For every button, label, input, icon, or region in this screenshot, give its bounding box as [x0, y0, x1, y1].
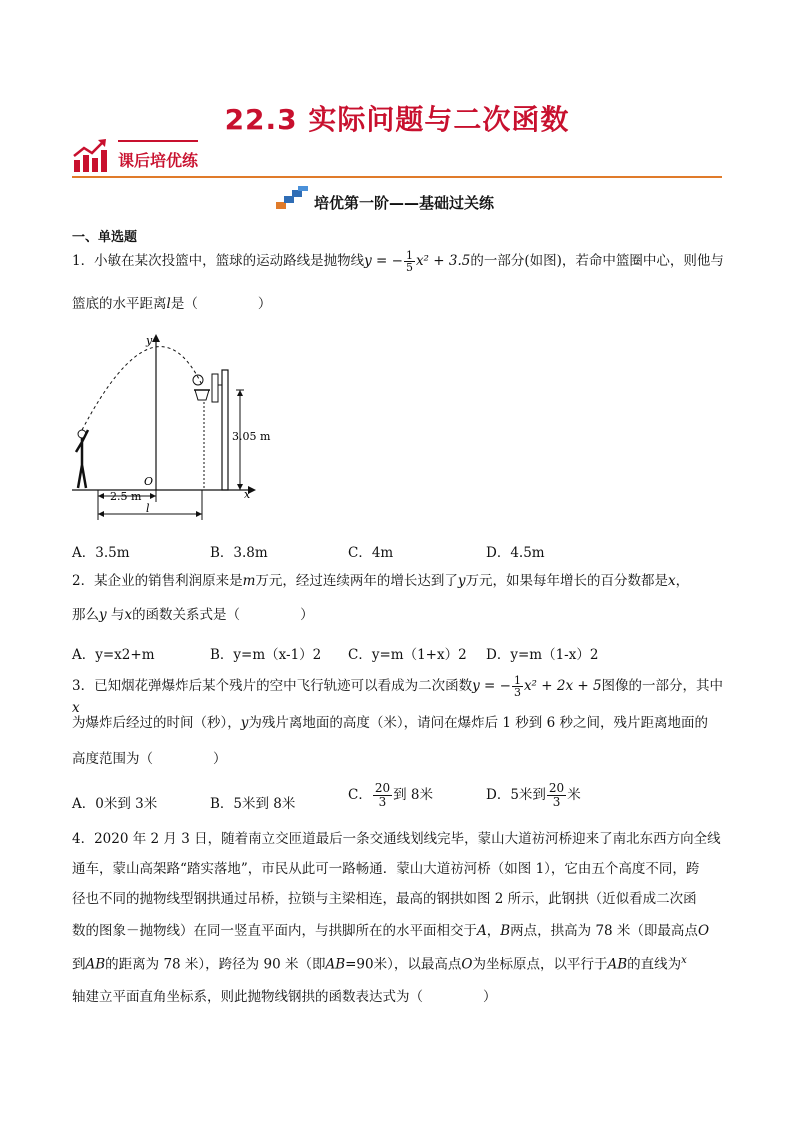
- distance-label: 2.5 m: [110, 490, 142, 503]
- question-3-text-line2: 为爆炸后经过的时间（秒），y为残片离地面的高度（米），请问在爆炸后 1 秒到 6 秒之间，残片距离地面的: [72, 715, 708, 731]
- question-3-text: 3．已知烟花弹爆炸后某个残片的空中飞行轨迹可以看成为二次函数y = − $\frac{1}{3}$ x² + 2x + 5图像的一部分，其中x: [72, 674, 724, 716]
- q3-option-a[interactable]: A．0米到 3米: [72, 796, 158, 812]
- q1-option-d[interactable]: D．4.5m: [486, 545, 545, 561]
- question-2-text-line2: 那么y 与x的函数关系式是（ ）: [72, 607, 314, 623]
- q2-option-a[interactable]: A．y=x2+m: [72, 647, 155, 663]
- question-4-line4: 数的图象－抛物线）在同一竖直平面内，与拱脚所在的水平面相交于A，B两点，拱高为 78 米（即最高点O: [72, 923, 710, 939]
- section-header: [72, 136, 722, 178]
- x-axis-label: x: [244, 488, 251, 501]
- height-label: 3.05 m: [232, 430, 271, 443]
- page-title: 22.3 实际问题与二次函数: [224, 103, 570, 136]
- q3-option-c[interactable]: C． $\frac{20}{3}$ 到 8米: [348, 781, 434, 809]
- y-axis-label: y: [146, 334, 153, 347]
- subsection-title: 培优第一阶——基础过关练: [314, 194, 495, 212]
- section-title: 课后培优练: [118, 151, 199, 170]
- q1-option-b[interactable]: B．3.8m: [210, 545, 268, 561]
- question-1-text-line2: 篮底的水平距离l是（ ）: [72, 296, 272, 312]
- header-accent-rule: [118, 140, 198, 142]
- q1-option-a[interactable]: A．3.5m: [72, 545, 130, 561]
- q2-option-c[interactable]: C．y=m（1+x）2: [348, 647, 467, 663]
- q1-option-c[interactable]: C．4m: [348, 545, 394, 561]
- question-4-line1: 4．2020 年 2 月 3 日，随着南立交匝道最后一条交通线划线完毕，蒙山大道祊河桥迎来了南北东西方向全线: [72, 831, 721, 847]
- question-4-line2: 通车，蒙山高架路“踏实落地”，市民从此可一路畅通．蒙山大道祊河桥（如图 1），它由五个高度不同，跨: [72, 861, 700, 877]
- question-3-text-line3: 高度范围为（ ）: [72, 751, 227, 767]
- question-4-line5: 到AB的距离为 78 米），跨径为 90 米（即AB=90米），以最高点O为坐标原点，以平行于AB的直线为$^x$: [72, 955, 687, 973]
- growth-chart-icon: [72, 138, 108, 174]
- question-2-text: 2．某企业的销售利润原来是m万元，经过连续两年的增长达到了y万元，如果每年增长的百分数都是x，: [72, 573, 690, 589]
- basketball-figure: [72, 330, 271, 525]
- header-divider: [72, 176, 722, 178]
- subsection-header: [0, 186, 794, 212]
- q2-option-d[interactable]: D．y=m（1-x）2: [486, 647, 599, 663]
- question-type-heading: 一、单选题: [72, 230, 138, 245]
- l-label: l: [146, 502, 150, 515]
- q3-option-d[interactable]: D．5米到 $\frac{20}{3}$ 米: [486, 781, 581, 809]
- q2-option-b[interactable]: B．y=m（x-1）2: [210, 647, 322, 663]
- stairs-icon: [276, 186, 308, 210]
- question-1-text: 1．小敏在某次投篮中，篮球的运动路线是抛物线y = − $\frac{1}{5}$ x² + 3.5的一部分(如图)，若命中篮圈中心，则他与: [72, 249, 724, 274]
- origin-label: O: [144, 475, 154, 488]
- question-4-line6: 轴建立平面直角坐标系，则此抛物线钢拱的函数表达式为（ ）: [72, 989, 497, 1005]
- q3-option-b[interactable]: B．5米到 8米: [210, 796, 296, 812]
- question-4-line3: 径也不同的抛物线型钢拱通过吊桥，拉锁与主梁相连，最高的钢拱如图 2 所示，此钢拱（近似看成二次函: [72, 891, 697, 907]
